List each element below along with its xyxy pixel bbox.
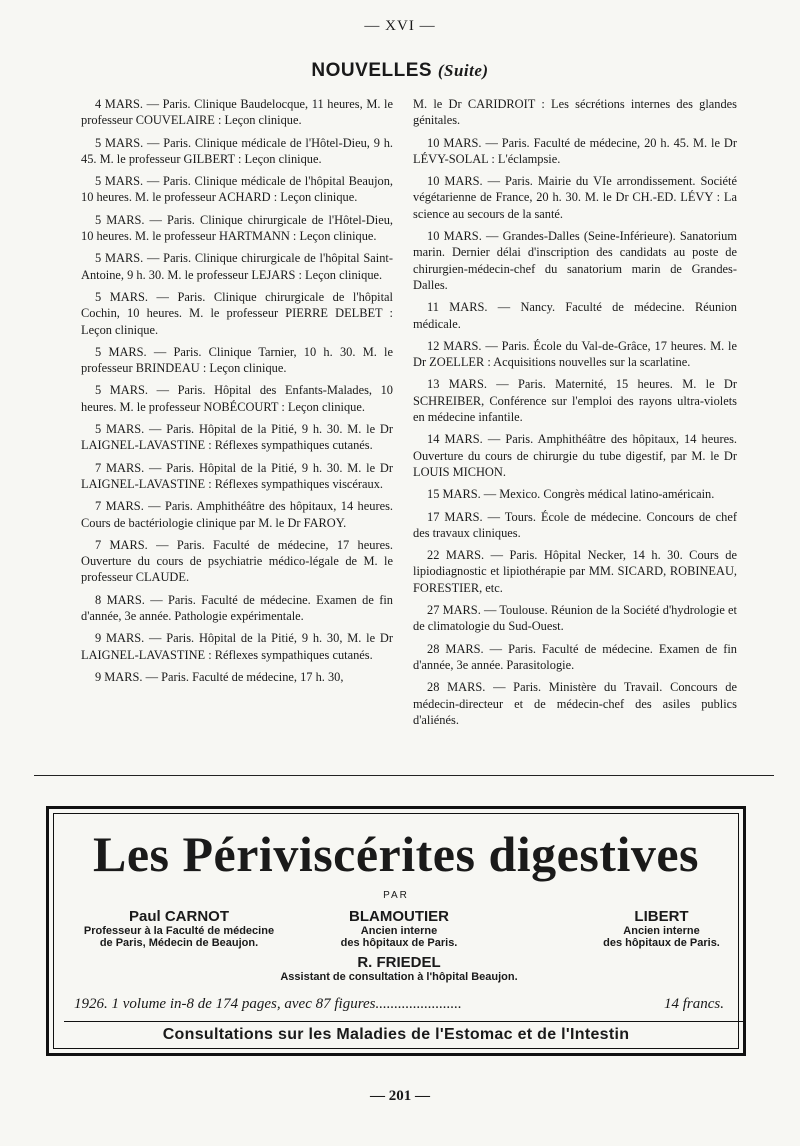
news-entry: 5 MARS. — Paris. Hôpital de la Pitié, 9 h. 30. M. le Dr LAIGNEL-LAVASTINE : Réflexes sympathiques cutanés. <box>81 422 393 453</box>
news-entry: M. le Dr CARIDROIT : Les sécrétions internes des glandes génitales. <box>413 97 737 128</box>
news-entry: 10 MARS. — Grandes-Dalles (Seine-Inférieure). Sanatorium marin. Dernier délai d'inscription des candidats au poste de chirurgien-médecin-chef du sanatorium marin de Grandes-Dalles. <box>413 229 737 292</box>
news-entry: 5 MARS. — Paris. Clinique chirurgicale de l'hôpital Cochin, 10 heures. M. le professeur PIERRE DELBET : Leçon clinique. <box>81 289 393 337</box>
advert-rule <box>64 1021 744 1022</box>
author-friedel <box>204 954 594 983</box>
news-entry: 7 MARS. — Paris. Hôpital de la Pitié, 9 h. 30. M. le Dr LAIGNEL-LAVASTINE : Réflexes sympathiques viscéraux. <box>81 460 393 491</box>
page-roman-number: — XVI — <box>364 18 436 34</box>
news-entry: 5 MARS. — Paris. Clinique chirurgicale de l'Hôtel-Dieu, 10 heures. M. le professeur HARTMANN : Leçon clinique. <box>81 212 393 244</box>
news-entry: 13 MARS. — Paris. Maternité, 15 heures. M. le Dr SCHREIBER, Conférence sur l'emploi des rayons ultra-violets en médecine infantile. <box>413 377 737 425</box>
author-role: Professeur à la Faculté de médecine <box>83 925 275 937</box>
news-entry: 10 MARS. — Paris. Faculté de médecine, 20 h. 45. M. le Dr LÉVY-SOLAL : L'éclampsie. <box>413 135 737 166</box>
title-text: NOUVELLES <box>311 60 433 81</box>
advert-price: 14 francs. <box>664 996 724 1012</box>
page-number: — 201 — <box>370 1088 430 1104</box>
news-entry: 5 MARS. — Paris. Clinique chirurgicale de l'hôpital Saint-Antoine, 9 h. 30. M. le professeur LEJARS : Leçon clinique. <box>81 251 393 282</box>
news-entry: 4 MARS. — Paris. Clinique Baudelocque, 11 heures, M. le professeur COUVELAIRE : Leçon clinique. <box>81 97 393 128</box>
advert-inner-frame <box>53 813 739 1049</box>
news-entry: 8 MARS. — Paris. Faculté de médecine. Examen de fin d'année, 3e année. Pathologie expérimentale. <box>81 592 393 624</box>
advert-series-title: Consultations sur les Maladies de l'Estomac et de l'Intestin <box>162 1026 630 1043</box>
news-entry: 11 MARS. — Nancy. Faculté de médecine. Réunion médicale. <box>413 300 737 331</box>
news-entry: 7 MARS. — Paris. Faculté de médecine, 17 heures. Ouverture du cours de psychiatrie médico-légale de M. le professeur CLAUDE. <box>81 537 393 585</box>
author-libert <box>574 908 749 949</box>
right-column <box>413 96 737 734</box>
author-name: R. FRIEDEL <box>357 954 441 971</box>
news-entry: 15 MARS. — Mexico. Congrès médical latino-américain. <box>427 487 715 502</box>
advert-volume-info: 1926. 1 volume in-8 de 174 pages, avec 87 figures....................... <box>74 996 462 1012</box>
author-role: des hôpitaux de Paris. <box>340 937 458 949</box>
news-entry: 17 MARS. — Tours. École de médecine. Concours de chef des travaux cliniques. <box>413 509 737 540</box>
news-entry: 5 MARS. — Paris. Clinique médicale de l'Hôtel-Dieu, 9 h. 45. M. le professeur GILBERT : Leçon clinique. <box>81 135 393 166</box>
title-suffix: (Suite) <box>437 61 489 80</box>
news-entry: 27 MARS. — Toulouse. Réunion de la Société d'hydrologie et de climatologie du Sud-Ouest. <box>413 603 737 634</box>
book-advertisement <box>46 806 746 1056</box>
author-carnot <box>64 908 294 949</box>
advert-par: PAR <box>383 890 409 901</box>
news-entry: 28 MARS. — Paris. Ministère du Travail. Concours de médecin-directeur et de médecin-chef des asiles publics d'aliénés. <box>413 680 737 727</box>
author-name: BLAMOUTIER <box>349 908 449 925</box>
news-entry: 10 MARS. — Paris. Mairie du VIe arrondissement. Société végétarienne de France, 20 h. 30. M. le Dr CH.-ED. LÉVY : La science au secours de la santé. <box>413 174 737 221</box>
advert-price-line <box>74 996 724 1013</box>
news-entry: 5 MARS. — Paris. Clinique médicale de l'hôpital Beaujon, 10 heures. M. le professeur ACHARD : Leçon clinique. <box>81 174 393 205</box>
author-name: Paul CARNOT <box>128 908 229 925</box>
news-entry: 9 MARS. — Paris. Faculté de médecine, 17 h. 30, <box>95 669 344 684</box>
news-entry: 28 MARS. — Paris. Faculté de médecine. Examen de fin d'année, 3e année. Parasitologie. <box>413 641 737 672</box>
news-entry: 5 MARS. — Paris. Clinique Tarnier, 10 h. 30. M. le professeur BRINDEAU : Leçon clinique. <box>81 344 393 376</box>
author-name: LIBERT <box>634 908 689 925</box>
news-entry: 14 MARS. — Paris. Amphithéâtre des hôpitaux, 14 heures. Ouverture du cours de chirurgie du tube digestif, par M. le Dr LOUIS MICHON. <box>413 432 737 479</box>
author-blamoutier <box>304 908 494 949</box>
advert-title: Les Périviscérites digestives <box>93 826 699 882</box>
news-entry: 9 MARS. — Paris. Hôpital de la Pitié, 9 h. 30, M. le Dr LAIGNEL-LAVASTINE : Réflexes sympathiques cutanés. <box>81 631 393 662</box>
page-title <box>0 60 800 82</box>
section-divider <box>34 775 774 776</box>
news-entry: 22 MARS. — Paris. Hôpital Necker, 14 h. 30. Cours de lipiodiagnostic et lipiothérapie par MM. SICARD, ROBINEAU, FORESTIER, etc. <box>413 548 737 595</box>
author-role: Ancien interne <box>623 925 700 937</box>
left-column <box>81 96 393 691</box>
author-role: de Paris, Médecin de Beaujon. <box>99 937 259 949</box>
author-role: Assistant de consultation à l'hôpital Beaujon. <box>280 971 518 983</box>
author-role: Ancien interne <box>360 925 438 937</box>
news-entry: 7 MARS. — Paris. Amphithéâtre des hôpitaux, 14 heures. Cours de bactériologie clinique par M. le Dr FAROY. <box>81 499 393 530</box>
author-role: des hôpitaux de Paris. <box>603 937 720 949</box>
news-entry: 5 MARS. — Paris. Hôpital des Enfants-Malades, 10 heures. M. le professeur NOBÉCOURT : Leçon clinique. <box>81 383 393 414</box>
news-entry: 12 MARS. — Paris. École du Val-de-Grâce, 17 heures. M. le Dr ZOELLER : Acquisitions nouvelles sur la scarlatine. <box>413 338 737 370</box>
